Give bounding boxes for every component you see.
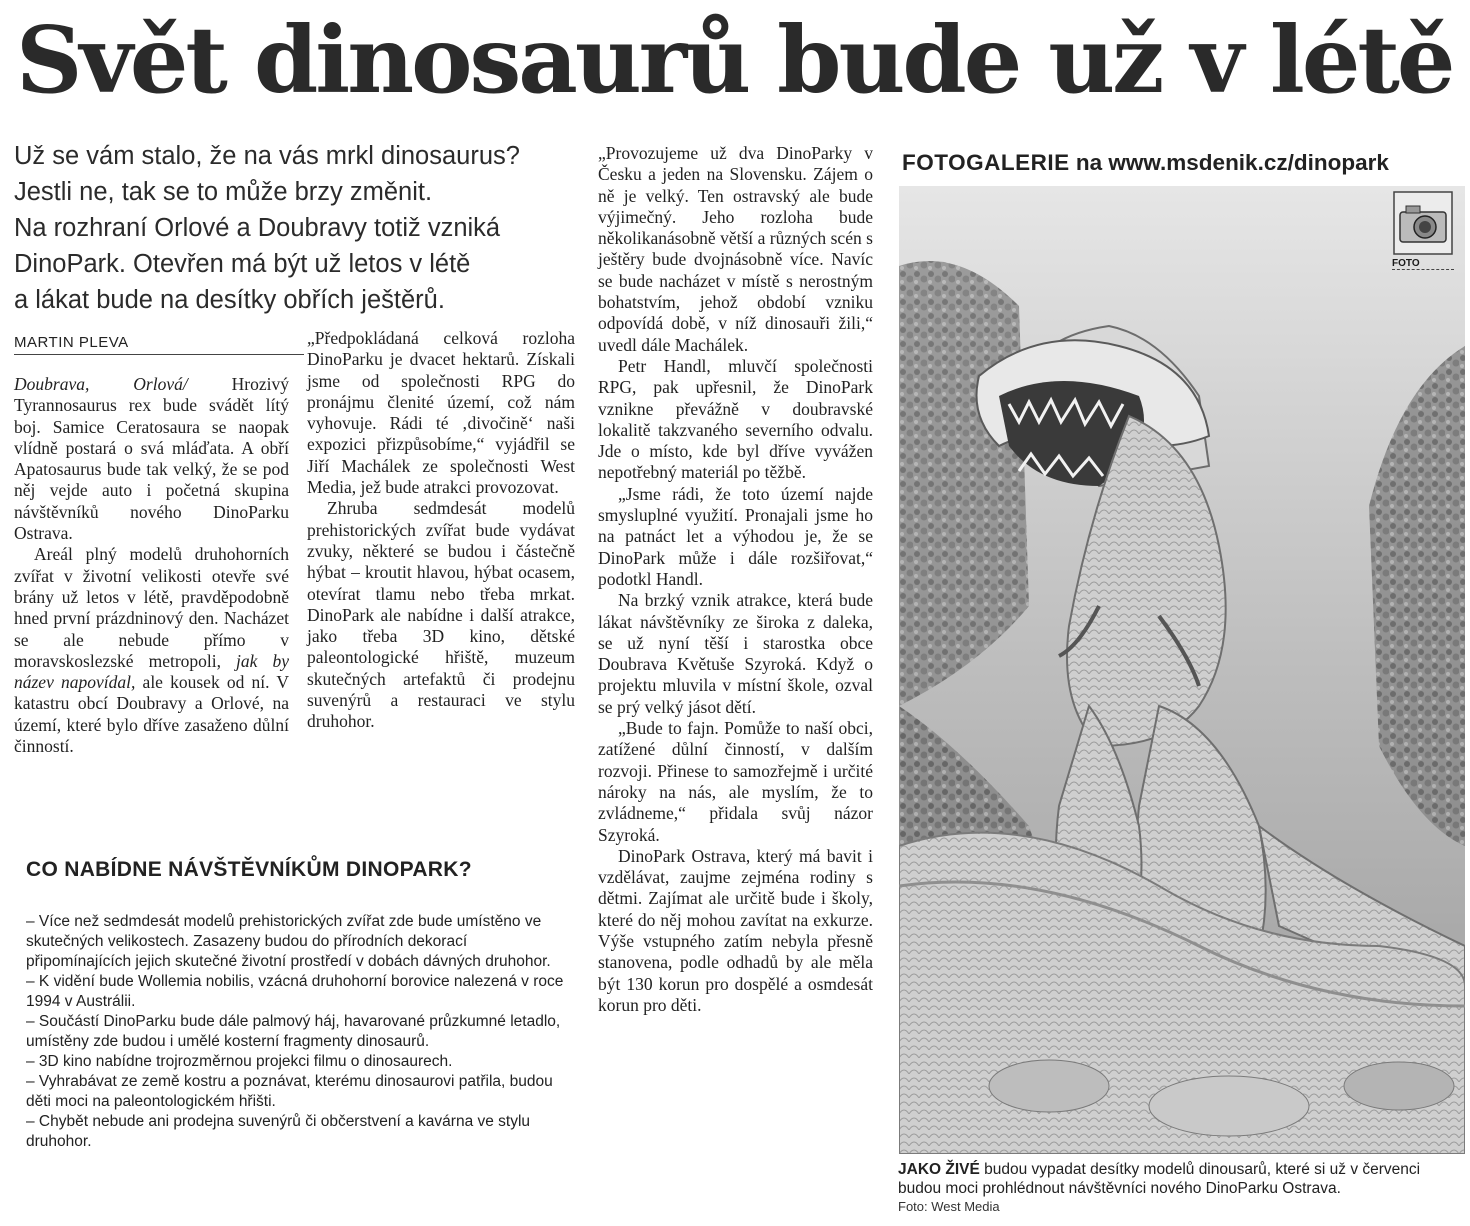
paragraph-emphasis: jak by název napovídal, — [14, 650, 289, 693]
byline: MARTIN PLEVA — [14, 334, 304, 355]
photo-credit: Foto: West Media — [898, 1199, 1000, 1214]
paragraph-text: Hrozivý Tyrannosaurus rex bude svádět lítý boj. Samice Ceratosaura se naopak vlídně postará o svá mláďata. A obří Apatosaurus bude tak velký, že se pod něj vejde auto i početná skupina návštěvníků nového DinoParku Ostrava. — [14, 374, 289, 544]
article-paragraph: Zhruba sedmdesát modelů prehistorických zvířat bude vydávat zvuky, některé se budou i částečně hýbat – kroutit hlavou, hýbat ocasem, otevírat tlamu nebo třeba mrkat. DinoPark ale nabídne i další atrakce, jako třeba 3D kino, dětské paleontologické hřiště, muzeum skutečných artefaktů či prodejnu suvenýrů a restauraci ve stylu druhohor. — [307, 498, 575, 732]
paragraph-text: Areál plný modelů druhohorních zvířat v životní velikosti otevře své brány už letos v létě, pravděpodobně hned první prázdninový den. Nacházet se ale nebude přímo v moravskoslezské metropoli, — [14, 544, 289, 671]
article-paragraph: „Bude to fajn. Pomůže to naší obci, zatížené důlní činností, v dalším rozvoji. Přinese to samozřejmě i určité nároky na nás, ale myslím, že to zvládneme,“ přidala svůj názor Szyroká. — [598, 718, 873, 845]
infobox-item: – K vidění bude Wollemia nobilis, vzácná druhohorní borovice nalezená v roce 1994 v Austrálii. — [26, 973, 564, 1010]
article-paragraph — [14, 544, 289, 757]
dinosaur-photo — [899, 186, 1465, 1154]
paragraph-text: ale kousek od ní. V katastru obcí Doubravy a Orlové, na území, které bylo dříve zasaženo důlní činností. — [14, 672, 289, 757]
gallery-url: na www.msdenik.cz/dinopark — [1075, 150, 1389, 175]
lead-line: Už se vám stalo, že na vás mrkl dinosaurus? — [14, 142, 520, 170]
article-paragraph: „Provozujeme už dva DinoParky v Česku a jeden na Slovensku. Zájem o ně je velký. Ten ostravský ale bude výjimečný. Jeho rozloha bude několikanásobně větší a různých scén s ještěry bude dvojnásobně více. Navíc se bude nacházet v místě s nerostným bohatstvím, jehož období vzniku odpovídá době, v níž dinosauři žili,“ uvedl dále Machálek. — [598, 143, 873, 355]
camera-icon — [1392, 190, 1454, 274]
photo-caption — [898, 1160, 1466, 1198]
infobox-item: – Vyhrabávat ze země kostru a poznávat, kterému dinosaurovi patřila, budou děti moci na paleontologickém hřišti. — [26, 1073, 553, 1110]
lead-line: a lákat bude na desítky obřích ještěrů. — [14, 286, 445, 314]
article-paragraph: Na brzký vznik atrakce, která bude lákat návštěvníky ze široka z daleka, se už nyní těší i starostka obce Doubrava Květuše Szyroká. Když o projektu mluvila v místní škole, ozval se prý velký jásot dětí. — [598, 590, 873, 717]
article-paragraph: „Jsme rádi, že toto území najde smysluplné využití. Pronajali jsme ho na patnáct let a výhodou je, že se DinoPark může i dále rozšiřovat,“ podotkl Handl. — [598, 483, 873, 589]
article-column-2 — [307, 328, 575, 733]
infobox-item: – Chybět nebude ani prodejna suvenýrů či občerstvení a kavárna ve stylu druhohor. — [26, 1113, 531, 1150]
lead-line: Na rozhraní Orlové a Doubravy totiž vzniká — [14, 214, 501, 242]
lead-line: Jestli ne, tak se to může brzy změnit. — [14, 178, 433, 206]
lead-paragraph — [14, 138, 599, 318]
dinosaur-photo-graphic — [899, 186, 1465, 1154]
infobox-item: – Více než sedmdesát modelů prehistorických zvířat zde bude umístěno ve skutečných velikostech. Zasazeny budou do přírodních dekorací připomínajících jejich skutečné životní prostředí v dobách dávných druhohor. — [26, 913, 551, 970]
lead-line: DinoPark. Otevřen má být už letos v létě — [14, 250, 471, 278]
article-paragraph — [14, 374, 289, 544]
camera-label: FOTO — [1392, 258, 1454, 270]
infobox-item: – 3D kino nabídne trojrozměrnou projekci filmu o dinosaurech. — [26, 1053, 453, 1070]
article-paragraph: DinoPark Ostrava, který má bavit i vzdělávat, zaujme zejména rodiny s dětmi. Zajímat ale určitě bude i školy, které do něj mohou zavítat na exkurze. Výše vstupného zatím nebyla přesně stanovena, podle odhadů by ale měla být 130 korun pro dospělé a osmdesát korun pro děti. — [598, 845, 873, 1015]
article-column-1 — [14, 374, 289, 757]
infobox-list — [26, 912, 566, 1152]
photo-gallery-link[interactable] — [902, 150, 1462, 176]
article-paragraph: Petr Handl, mluvčí společnosti RPG, pak upřesnil, že DinoPark vznikne převážně v doubravské lokalitě takzvaného severního odvalu. Jde o místo, kde byl dříve vyvážen nepotřebný materiál po těžbě. — [598, 355, 873, 483]
infobox-item: – Součástí DinoParku bude dále palmový háj, havarované průzkumné letadlo, umístěny zde budou i umělé kosterní fragmenty dinosaurů. — [26, 1013, 561, 1050]
infobox-title: CO NABÍDNE NÁVŠTĚVNÍKŮM DINOPARK? — [26, 858, 472, 881]
headline: Svět dinosaurů bude už v létě — [16, 6, 1453, 114]
article-paragraph: „Předpokládaná celková rozloha DinoParku je dvacet hektarů. Získali jsme od společnosti RPG do pronájmu členité území, což nám vyhovuje. Rádi té ‚divočině‘ naši expozici přizpůsobíme,“ vyjádřil se Jiří Machálek ze společnosti West Media, jež bude atrakci provozovat. — [307, 328, 575, 498]
article-column-3 — [598, 143, 873, 1016]
dateline: Doubrava, Orlová/ — [14, 374, 188, 394]
gallery-label: FOTOGALERIE — [902, 150, 1070, 175]
caption-text: budou vypadat desítky modelů dinousarů, které si už v červenci budou moci prohlédnout návštěvníci nového DinoParku Ostrava. — [898, 1161, 1421, 1197]
caption-lead: JAKO ŽIVÉ — [898, 1161, 980, 1178]
